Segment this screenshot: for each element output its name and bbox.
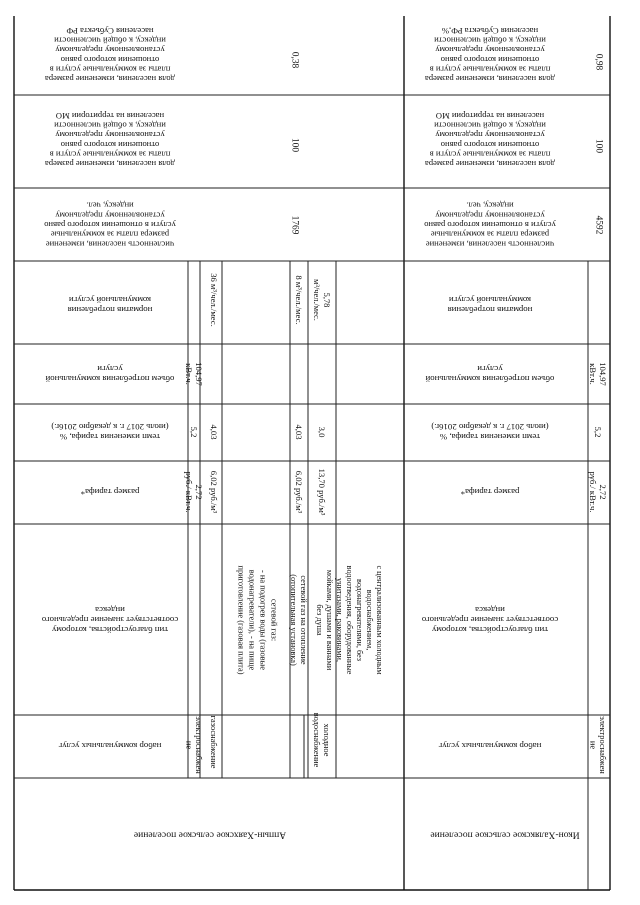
- settlement-name-right: [430, 830, 579, 841]
- header-norm-left-line: норматив потребления: [67, 304, 153, 315]
- volume-electricity-left-line: кВт.ч.: [184, 363, 195, 385]
- header-amenity-left: [41, 605, 178, 635]
- service-water-left-line: водоснабжение: [312, 712, 322, 768]
- service-electricity-left-line: электроснабжен: [193, 716, 203, 774]
- value-population-left-line: 1769: [289, 215, 300, 235]
- header-norm-left: [68, 295, 153, 315]
- header-share-mo-right-line: платы за коммунальные услуги в: [429, 149, 551, 160]
- rate-heating-left-line: 4,03: [293, 424, 304, 440]
- header-share-subject-right-line: отношении которого равно: [440, 54, 540, 65]
- header-share-mo-left-line: установленному предельному: [55, 130, 165, 141]
- header-population-right-line: размера платы за коммунальные: [430, 229, 550, 240]
- header-population-left-line: установленному предельному: [55, 210, 165, 221]
- value-share-mo-left-line: 100: [289, 137, 300, 153]
- value-population-left: [290, 216, 300, 235]
- header-share-subject-left-line: индексу, к общей численности: [54, 35, 166, 46]
- header-population-left: [44, 201, 176, 250]
- value-population-right-line: 4592: [593, 215, 604, 235]
- header-share-subject-left-line: платы за коммунальные услуги в: [49, 64, 171, 75]
- tariff-electricity-right: [588, 471, 608, 512]
- amenity-water-left: [315, 565, 384, 674]
- value-share-mo-right-line: 100: [593, 138, 604, 154]
- tariff-water-left: [317, 469, 327, 516]
- service-electricity-left: [184, 716, 202, 774]
- table-text: [41, 26, 608, 841]
- tariff-gas-left-line: 6,02 руб./м³: [208, 470, 219, 514]
- amenity-heating-left-line: сетевой газ на отопление: [299, 575, 309, 665]
- header-population-right-line: индексу, чел.: [466, 200, 514, 211]
- volume-electricity-right-line: кВт.ч.: [588, 363, 599, 385]
- value-share-subject-left: [290, 52, 300, 69]
- header-norm-right-line: коммунальной услуги: [448, 294, 532, 305]
- amenity-water-left-line: без душа: [315, 604, 325, 636]
- header-services-right: [438, 741, 541, 751]
- header-amenity-right-line: соответствует значение предельного: [421, 614, 559, 625]
- amenity-gas-left-line: водонагреватели), - на пище: [247, 569, 257, 671]
- header-share-mo-right: [425, 111, 555, 169]
- tariff-electricity-right-line: руб./ кВт.ч.: [588, 471, 599, 513]
- header-share-mo-left-line: отношении которого равно: [60, 139, 160, 150]
- header-share-subject-right-line: индексу, к общей численности: [434, 35, 546, 46]
- amenity-heating-left-line: (отопительная установка): [289, 574, 299, 666]
- header-amenity-right-line: тип благоустройства, которому: [431, 624, 549, 635]
- header-amenity-right-line: индекса: [475, 605, 505, 616]
- service-water-left-line: холодное: [322, 723, 332, 757]
- header-share-mo-right-line: отношении которого равно: [440, 139, 540, 150]
- header-population-right-line: услуги в отношении которого равно: [424, 219, 556, 230]
- amenity-water-left-line: водоотведения, оборудованные: [345, 565, 355, 675]
- rate-water-left-line: 3,0: [316, 426, 327, 438]
- header-volume-right-line: объем потребления коммунальной: [425, 373, 555, 384]
- header-volume-left: [45, 364, 174, 384]
- header-share-mo-right-line: населения на территории МО: [435, 110, 545, 121]
- header-share-subject-right: [425, 26, 555, 84]
- tariff-electricity-left-line: руб./ кВт.ч.: [184, 471, 195, 513]
- header-share-subject-left: [45, 26, 175, 84]
- settlement-name-right-line: Икон-Халякское сельское поселение: [430, 829, 580, 841]
- header-share-mo-left-line: населения на территории МО: [55, 110, 165, 121]
- header-volume-left-line: объем потребления коммунальной: [45, 373, 175, 384]
- header-share-subject-left-line: установленному предельному: [55, 45, 165, 56]
- norm-gas-left: [209, 273, 219, 327]
- norm-heating-left: [294, 275, 304, 324]
- header-share-subject-right-line: населения Субъекта РФ,%: [441, 25, 539, 36]
- header-norm-right-line: норматив потребления: [447, 304, 533, 315]
- header-share-subject-right-line: доля населения, изменение размера: [424, 74, 556, 85]
- header-rate-right-line: (июль 2017 г. к декабрю 2016г.): [431, 421, 549, 432]
- header-share-subject-left-line: населения Субъекта РФ: [66, 25, 154, 36]
- norm-gas-left-line: 36 м³/чел./мес.: [208, 273, 219, 327]
- header-share-mo-right-line: доля населения, изменение размера: [424, 159, 556, 170]
- tariff-water-left-line: 13,70 руб./м³: [316, 468, 327, 516]
- header-share-mo-left-line: платы за коммунальные услуги в: [49, 149, 171, 160]
- value-share-subject-left-line: 0,38: [289, 51, 300, 69]
- rate-electricity-left: [189, 427, 199, 438]
- value-share-subject-right: [594, 54, 604, 71]
- header-rate-right-line: темп изменения тарифа, %: [439, 431, 541, 442]
- header-share-subject-right-line: установленному предельному: [435, 45, 545, 56]
- header-volume-right-line: услуги: [477, 363, 503, 374]
- header-population-right: [424, 201, 556, 250]
- header-population-left-line: услуги в отношении которого равно: [44, 219, 176, 230]
- norm-water-left: [312, 279, 331, 321]
- amenity-water-left-line: мойками, душами и ваннами: [325, 569, 335, 671]
- amenity-water-left-line: с централизованным холодным: [375, 565, 385, 675]
- tariff-electricity-right-line: 2,72: [597, 484, 608, 500]
- header-population-right-line: численность населения, изменение: [425, 239, 555, 250]
- header-amenity-left-line: тип благоустройства, которому: [51, 624, 169, 635]
- service-electricity-right-line: ие: [588, 740, 598, 750]
- rate-electricity-left-line: 5,2: [188, 426, 199, 438]
- rate-heating-left: [294, 424, 304, 439]
- norm-water-left-line: м³/чел./мес.: [312, 279, 322, 321]
- header-tariff-right: [461, 487, 520, 497]
- header-share-mo-right-line: установленному предельному: [435, 130, 545, 141]
- header-amenity-right: [421, 605, 558, 635]
- norm-water-left-line: 5,78: [322, 292, 332, 308]
- header-population-left-line: индексу, чел.: [86, 200, 134, 211]
- amenity-gas-left-line: сетевой газ:: [269, 598, 279, 642]
- header-tariff-left: [81, 487, 140, 497]
- amenity-water-left-line: водонагревателями, без: [355, 579, 365, 661]
- header-services-right-line: набор коммунальных услуг: [438, 740, 542, 751]
- header-rate-right: [431, 422, 548, 442]
- value-share-mo-right: [594, 139, 604, 153]
- volume-electricity-right-line: 104,97: [597, 362, 608, 386]
- service-water-left: [312, 713, 331, 768]
- header-norm-left-line: коммунальной услуги: [68, 294, 152, 305]
- amenity-gas-left-line: приготовление (газовая плита): [236, 565, 246, 675]
- header-services-left: [58, 741, 161, 751]
- service-gas-left-line: газоснабжение: [209, 715, 219, 769]
- volume-electricity-left-line: 104,97: [193, 362, 204, 386]
- volume-electricity-left: [184, 362, 204, 386]
- amenity-water-left-line: водоснабжением,: [365, 589, 375, 651]
- settlement-name-left-line: Аппын-Хаяхское сельское поселение: [133, 829, 287, 841]
- rate-electricity-right: [593, 427, 603, 438]
- tariff-heating-left: [294, 471, 304, 514]
- tariff-gas-left: [209, 471, 219, 514]
- header-share-subject-left-line: доля населения, изменение размера: [44, 74, 176, 85]
- header-share-mo-right-line: индексу, к общей численности: [434, 120, 546, 131]
- header-volume-left-line: услуги: [97, 363, 123, 374]
- settlement-name-left: [134, 830, 286, 841]
- norm-heating-left-line: 8 м³/чел./мес.: [293, 275, 304, 325]
- volume-electricity-right: [588, 362, 608, 386]
- amenity-heating-left: [289, 574, 308, 666]
- header-share-mo-left: [45, 111, 175, 169]
- header-amenity-left-line: индекса: [95, 605, 125, 616]
- header-share-subject-right-line: платы за коммунальные услуги в: [429, 64, 551, 75]
- service-electricity-right-line: электроснабжен: [597, 716, 607, 774]
- rate-electricity-right-line: 5,2: [592, 426, 603, 438]
- service-gas-left: [209, 716, 218, 769]
- header-tariff-left-line: размер тарифа*: [80, 486, 140, 497]
- value-share-mo-left: [290, 138, 300, 152]
- header-volume-right: [425, 364, 554, 384]
- header-population-right-line: установленному предельному: [435, 210, 545, 221]
- header-rate-left-line: темп изменения тарифа, %: [59, 431, 161, 442]
- tariff-heating-left-line: 6,02 руб./м³: [293, 470, 304, 514]
- header-rate-left: [51, 422, 168, 442]
- rate-water-left: [317, 427, 327, 438]
- header-tariff-right-line: размер тарифа*: [460, 486, 520, 497]
- rate-gas-left-line: 4,03: [208, 424, 219, 440]
- amenity-gas-left: [237, 565, 279, 674]
- rate-gas-left: [209, 424, 219, 439]
- value-population-right: [594, 216, 604, 235]
- service-electricity-right: [588, 716, 606, 774]
- service-electricity-left-line: ие: [184, 740, 194, 750]
- header-share-mo-left-line: индексу, к общей численности: [54, 120, 166, 131]
- tariff-electricity-left-line: 2,72: [193, 484, 204, 500]
- header-share-mo-left-line: доля населения, изменение размера: [44, 159, 176, 170]
- header-amenity-left-line: соответствует значение предельного: [41, 614, 179, 625]
- header-services-left-line: набор коммунальных услуг: [58, 740, 162, 751]
- tariff-electricity-left: [184, 471, 204, 512]
- amenity-water-left-line: унитазами, раковинами,: [335, 578, 345, 662]
- header-norm-right: [448, 295, 533, 315]
- amenity-gas-left-line: - на подогрев воды (газовые: [258, 570, 268, 670]
- header-population-left-line: размера платы за коммунальные: [50, 229, 170, 240]
- header-share-subject-left-line: отношении которого равно: [60, 54, 160, 65]
- value-share-subject-right-line: 0,98: [593, 53, 604, 71]
- header-rate-left-line: (июль 2017 г. к декабрю 2016г.): [51, 421, 169, 432]
- header-population-left-line: численность населения, изменение: [45, 239, 175, 250]
